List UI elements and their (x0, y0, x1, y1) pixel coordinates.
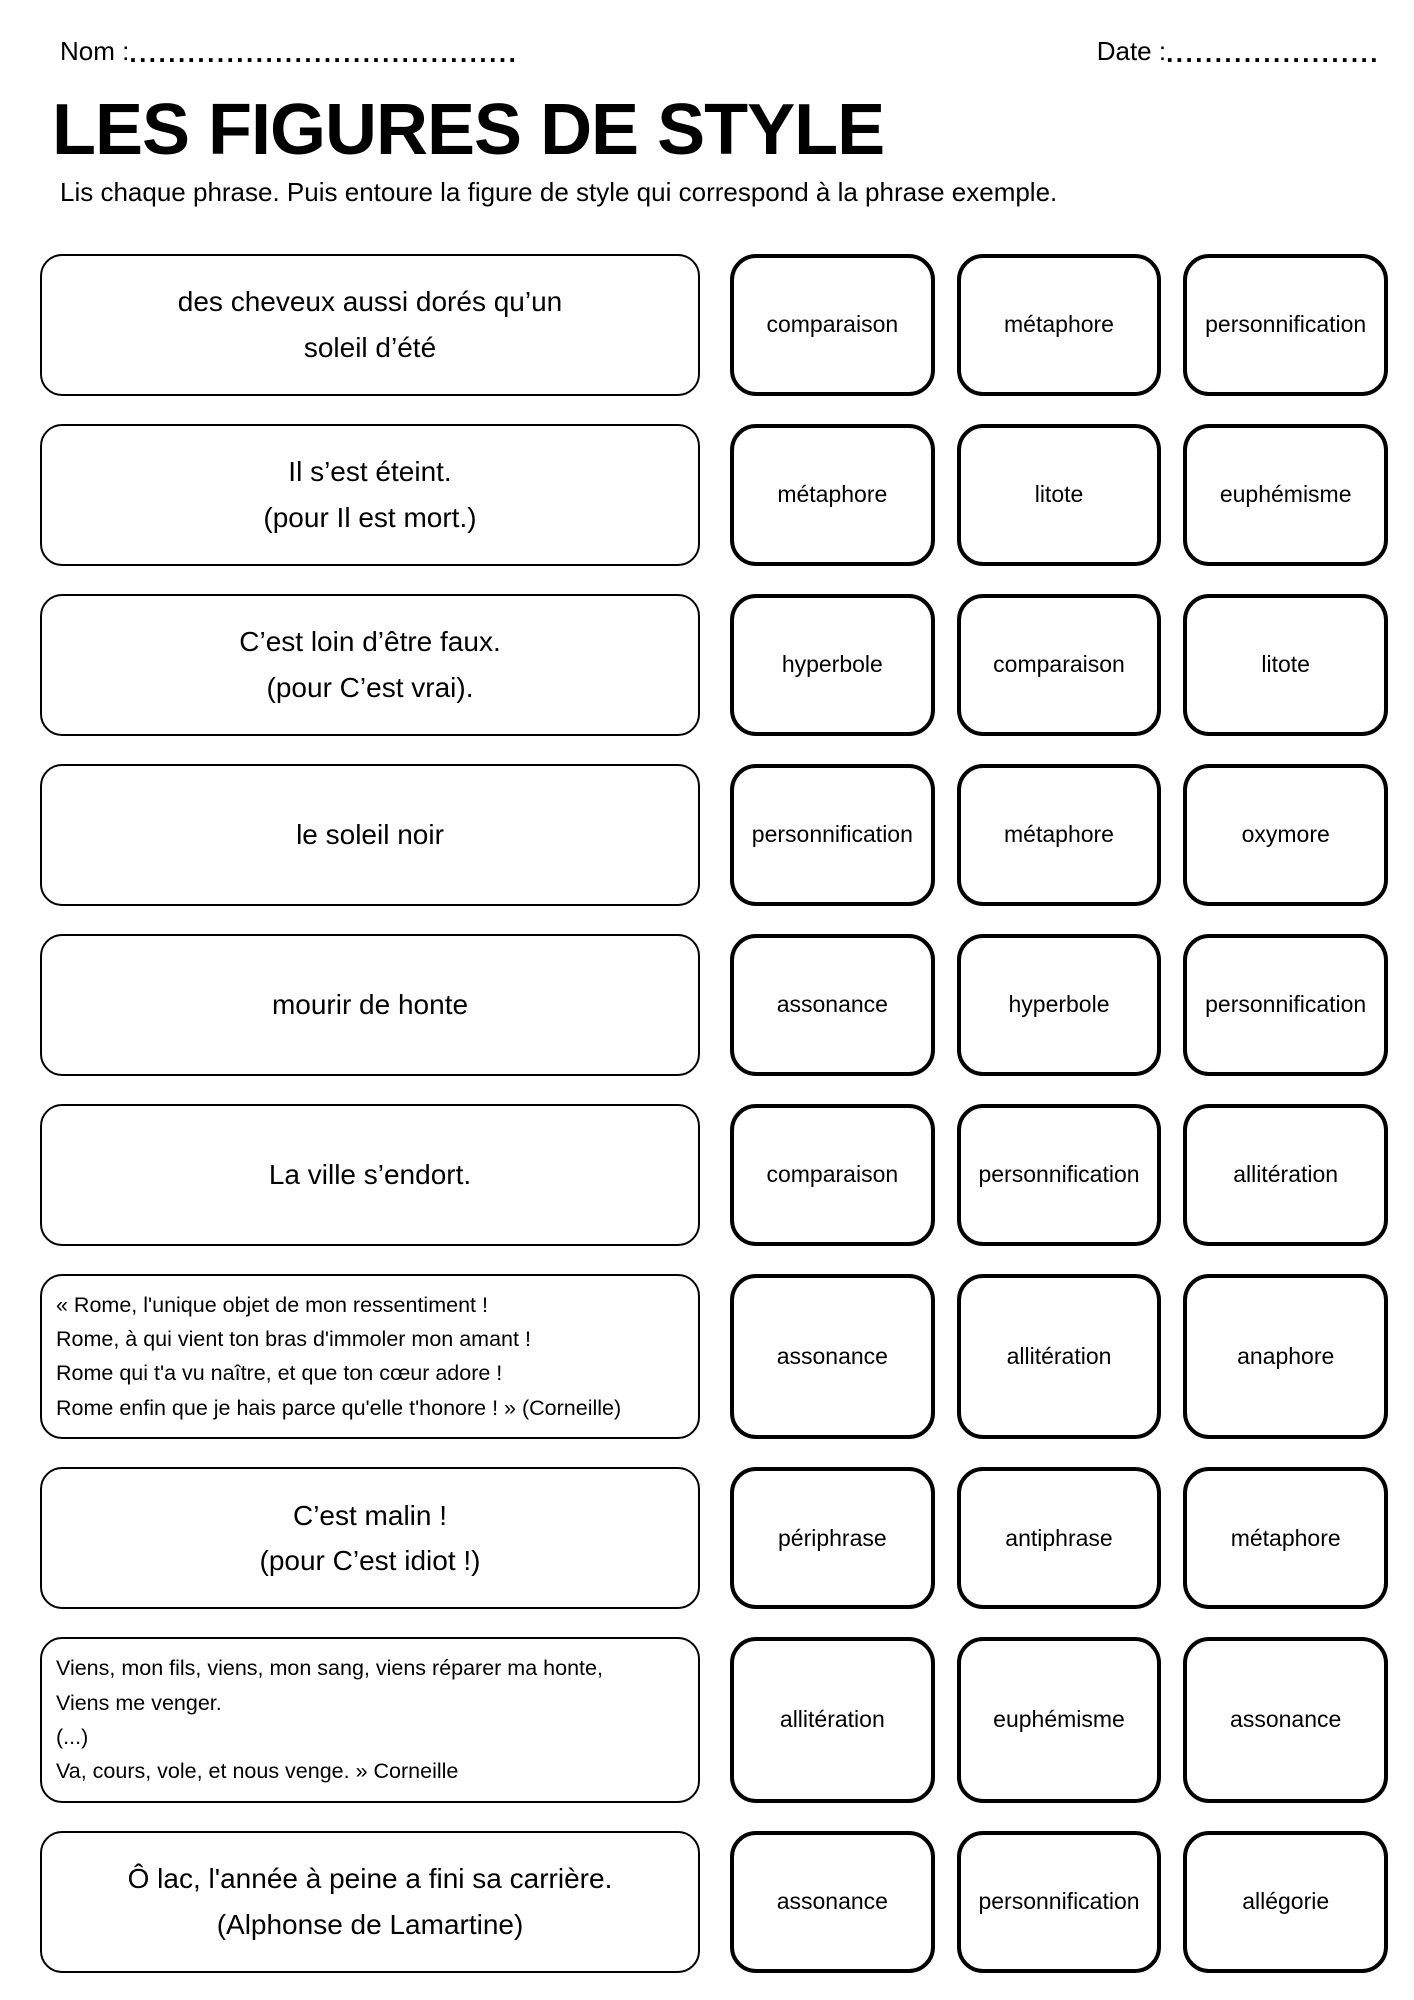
phrase-box (40, 254, 700, 396)
options-group (730, 1637, 1388, 1803)
option-alliteration[interactable] (957, 1274, 1162, 1440)
option-label: hyperbole (781, 651, 883, 678)
phrase-line: Ô lac, l'année à peine a fini sa carrière. (127, 1863, 613, 1895)
name-field[interactable]: ........................................ (129, 37, 519, 68)
phrase-box (40, 424, 700, 566)
phrase-line: le soleil noir (296, 818, 444, 850)
exercise-rows (40, 254, 1388, 1973)
phrase-line: Rome enfin que je hais parce qu'elle t'honore ! » (Corneille) (56, 1395, 622, 1420)
options-group (730, 424, 1388, 566)
option-metaphore[interactable] (957, 764, 1162, 906)
option-label: assonance (776, 991, 888, 1018)
option-label: assonance (776, 1342, 888, 1369)
exercise-row (40, 1274, 1388, 1440)
phrase-box (40, 1274, 700, 1440)
option-label: personnification (751, 821, 913, 848)
phrase-box (40, 1831, 700, 1973)
option-label: personnification (978, 1161, 1140, 1188)
phrase-line: C’est malin ! (292, 1499, 448, 1531)
option-label: anaphore (1237, 1342, 1335, 1369)
phrase-line: soleil d’été (303, 331, 437, 363)
option-label: allégorie (1242, 1888, 1330, 1915)
phrase-box (40, 594, 700, 736)
phrase-box (40, 1104, 700, 1246)
phrase-line: (pour C’est vrai). (266, 671, 474, 703)
option-metaphore[interactable] (957, 254, 1162, 396)
option-label: allitération (1233, 1161, 1339, 1188)
options-group (730, 254, 1388, 396)
option-label: assonance (776, 1888, 888, 1915)
option-metaphore[interactable] (1183, 1467, 1388, 1609)
option-label: comparaison (993, 651, 1125, 678)
option-periphrase[interactable] (730, 1467, 935, 1609)
option-label: métaphore (777, 481, 888, 508)
phrase-box (40, 934, 700, 1076)
option-label: comparaison (766, 1161, 899, 1188)
option-hyperbole[interactable] (957, 934, 1162, 1076)
option-alliteration[interactable] (730, 1637, 935, 1803)
option-label: personnification (1205, 991, 1367, 1018)
option-label: litote (1034, 481, 1084, 508)
phrase-line: Il s’est éteint. (288, 456, 452, 488)
option-litote[interactable] (957, 424, 1162, 566)
option-assonance[interactable] (1183, 1637, 1388, 1803)
option-allegorie[interactable] (1183, 1831, 1388, 1973)
phrase-box (40, 1637, 700, 1803)
phrase-line: Viens, mon fils, viens, mon sang, viens réparer ma honte, (56, 1656, 603, 1681)
exercise-row (40, 1104, 1388, 1246)
option-label: euphémisme (993, 1706, 1125, 1733)
option-antiphrase[interactable] (957, 1467, 1162, 1609)
phrase-line: Rome qui t'a vu naître, et que ton cœur adore ! (56, 1361, 503, 1386)
option-euphemisme[interactable] (957, 1637, 1162, 1803)
option-label: allitération (1006, 1342, 1112, 1369)
page-title: LES FIGURES DE STYLE (52, 90, 885, 170)
exercise-row (40, 1831, 1388, 1973)
option-label: périphrase (777, 1524, 887, 1551)
options-group (730, 1831, 1388, 1973)
option-label: métaphore (1230, 1524, 1341, 1551)
phrase-line: (pour C’est idiot !) (259, 1545, 481, 1577)
option-label: métaphore (1004, 821, 1114, 848)
phrase-line: Viens me venger. (56, 1690, 222, 1715)
option-comparaison[interactable] (730, 254, 935, 396)
phrase-line: mourir de honte (271, 988, 469, 1020)
exercise-row (40, 764, 1388, 906)
option-assonance[interactable] (730, 1831, 935, 1973)
option-assonance[interactable] (730, 1274, 935, 1440)
instructions-text: Lis chaque phrase. Puis entoure la figure de style qui correspond à la phrase exemple. (60, 176, 1058, 207)
phrase-box (40, 764, 700, 906)
options-group (730, 1467, 1388, 1609)
option-euphemisme[interactable] (1183, 424, 1388, 566)
name-field-block (60, 36, 518, 67)
phrase-line: « Rome, l'unique objet de mon ressentiment ! (56, 1292, 488, 1317)
option-assonance[interactable] (730, 934, 935, 1076)
exercise-row (40, 1467, 1388, 1609)
phrase-line: Va, cours, vole, et nous venge. » Corneille (56, 1759, 459, 1784)
option-anaphore[interactable] (1183, 1274, 1388, 1440)
option-personnification[interactable] (730, 764, 935, 906)
option-personnification[interactable] (957, 1104, 1162, 1246)
options-group (730, 764, 1388, 906)
name-label: Nom : (60, 36, 130, 66)
option-label: antiphrase (1005, 1524, 1113, 1551)
date-field[interactable]: ...................... (1166, 37, 1380, 68)
option-hyperbole[interactable] (730, 594, 935, 736)
exercise-row (40, 254, 1388, 396)
options-group (730, 594, 1388, 736)
option-label: litote (1261, 651, 1310, 678)
phrase-line: Rome, à qui vient ton bras d'immoler mon amant ! (56, 1326, 531, 1351)
option-label: comparaison (766, 311, 899, 338)
exercise-row (40, 424, 1388, 566)
exercise-row (40, 594, 1388, 736)
phrase-line: (...) (56, 1724, 89, 1749)
option-oxymore[interactable] (1183, 764, 1388, 906)
option-label: euphémisme (1219, 481, 1352, 508)
option-personnification[interactable] (1183, 254, 1388, 396)
option-metaphore[interactable] (730, 424, 935, 566)
options-group (730, 934, 1388, 1076)
exercise-row (40, 1637, 1388, 1803)
option-label: personnification (1205, 311, 1367, 338)
option-alliteration[interactable] (1183, 1104, 1388, 1246)
option-comparaison[interactable] (957, 594, 1162, 736)
date-field-block (1097, 36, 1380, 67)
phrase-line: La ville s’endort. (268, 1158, 472, 1190)
option-label: allitération (779, 1706, 885, 1733)
option-personnification[interactable] (1183, 934, 1388, 1076)
option-label: oxymore (1241, 821, 1330, 848)
option-label: personnification (978, 1888, 1140, 1915)
options-group (730, 1274, 1388, 1440)
exercise-row (40, 934, 1388, 1076)
phrase-box (40, 1467, 700, 1609)
option-label: assonance (1230, 1706, 1342, 1733)
option-label: hyperbole (1008, 991, 1110, 1018)
option-personnification[interactable] (957, 1831, 1162, 1973)
phrase-line: (pour Il est mort.) (263, 501, 477, 533)
option-label: métaphore (1004, 311, 1114, 338)
phrase-line: des cheveux aussi dorés qu’un (177, 286, 563, 318)
options-group (730, 1104, 1388, 1246)
phrase-line: (Alphonse de Lamartine) (216, 1908, 524, 1940)
option-litote[interactable] (1183, 594, 1388, 736)
name-date-row (40, 36, 1388, 67)
date-label: Date : (1096, 36, 1167, 66)
phrase-line: C’est loin d’être faux. (239, 626, 501, 658)
option-comparaison[interactable] (730, 1104, 935, 1246)
